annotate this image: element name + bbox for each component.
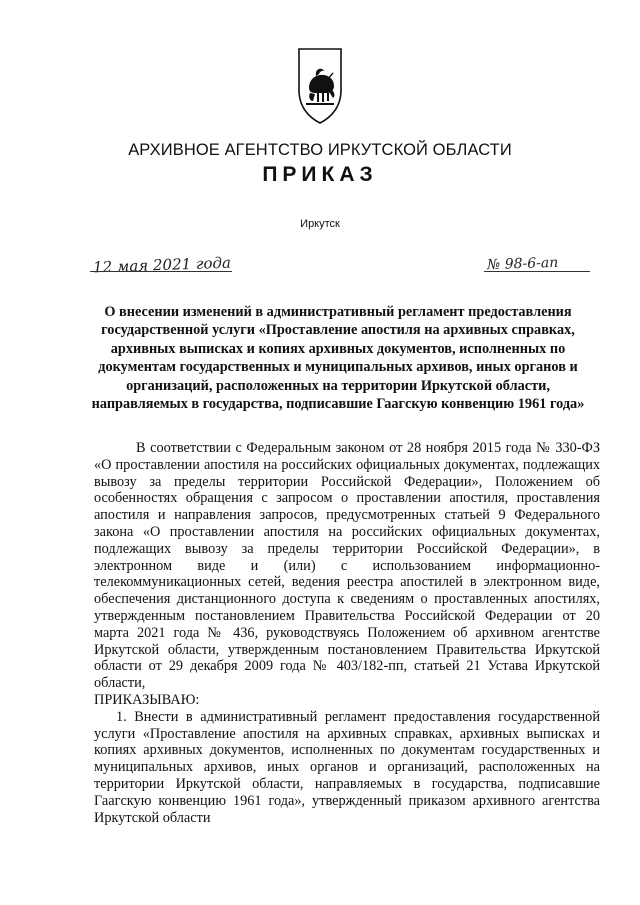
number-underline — [484, 271, 590, 272]
agency-name: АРХИВНОЕ АГЕНТСТВО ИРКУТСКОЙ ОБЛАСТИ — [128, 141, 512, 159]
document-title: ПРИКАЗ — [262, 163, 378, 186]
item-1-paragraph: 1. Внести в административный регламент предоставления государственной услуги «Проставление апостиля на архивных справках, архивных выписках и копиях архивных документов, исполненных по документам государственных и муниципальных архивов, иных органов и организаций, расположенных на территории Иркутской области, направляемых в государства, подписавшие Гаагскую конвенцию 1961 года», утвержденный приказом архивного агентства Иркутской области — [94, 708, 600, 826]
city-name: Иркутск — [300, 218, 340, 230]
coat-of-arms-icon — [296, 46, 344, 126]
order-subject: О внесении изменений в административный регламент предоставления государственной услуги «Проставление апостиля на архивных справках, архивных выписках и копиях архивных документов, исполненных по документам государственных и муниципальных архивов, иных органов и организаций, расположенных на территории Иркутской области, направляемых в государства, подписавшие Гаагскую конвенцию 1961 года» — [91, 304, 585, 413]
order-number-field: № 98-6-ап — [486, 254, 559, 274]
date-underline — [90, 271, 232, 272]
order-date-field: 12 мая 2021 года — [92, 253, 232, 277]
order-word: ПРИКАЗЫВАЮ: — [94, 691, 200, 708]
order-body — [94, 440, 600, 826]
intro-paragraph: В соответствии с Федеральным законом от 28 ноября 2015 года № 330-ФЗ «О проставлении апостиля на российских официальных документах, подлежащих вывозу за пределы территории Российской Федерации», Положением об особенностях обращения с запросом о проставлении апостиля, проставления апостиля и направления запросов, предусмотренных статьей 9 Федерального закона «О проставлении апостиля на российских официальных документах, подлежащих вывозу за пределы территории Российской Федерации», в электронном виде и (или) с использованием информационно-телекоммуникационных сетей, ведения реестра апостилей в электронном виде, обеспечения дистанционного доступа к сведениям о проставленных апостилях, утвержденным постановлением Правительства Российской Федерации от 20 марта 2021 года № 436, руководствуясь Положением об архивном агентстве Иркутской области, утвержденным постановлением Правительства Иркутской области от 29 декабря 2009 года № 403/182-пп, статьей 21 Устава Иркутской области, — [94, 440, 600, 692]
